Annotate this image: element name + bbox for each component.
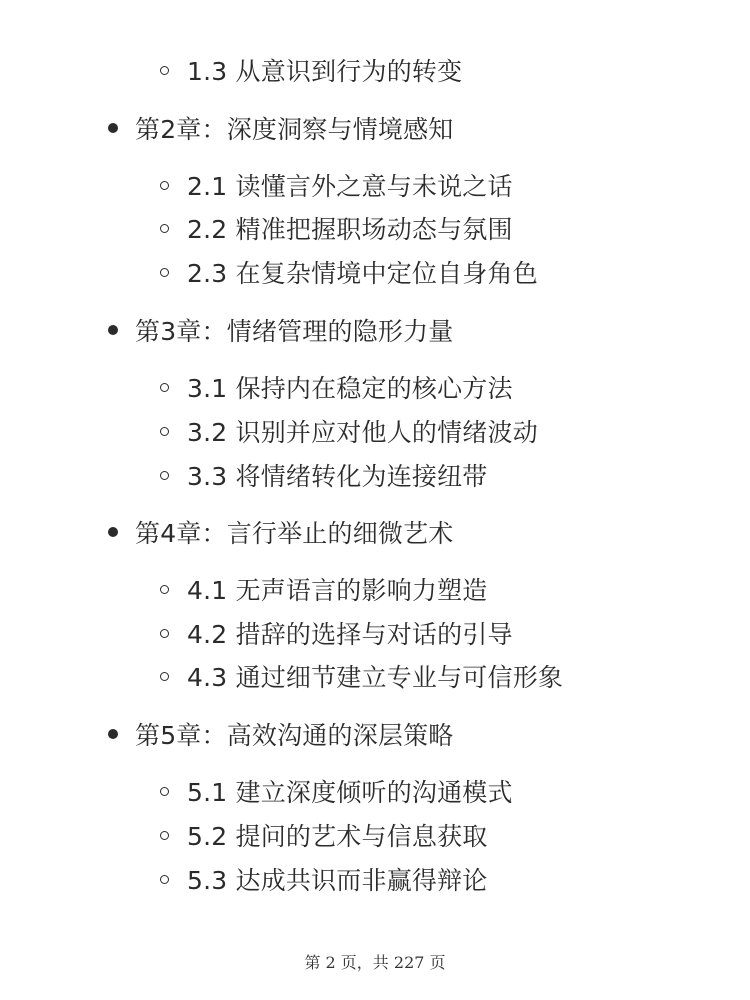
toc-section-5-3 [160,859,488,899]
hollow-bullet-icon [160,268,169,277]
toc-section-label: 4.3 通过细节建立专业与可信形象 [187,663,564,692]
toc-section-2-2 [160,208,513,248]
hollow-bullet-icon [160,672,169,681]
toc-chapter-2 [108,108,454,148]
hollow-bullet-icon [160,831,169,840]
filled-bullet-icon [108,527,118,537]
hollow-bullet-icon [160,383,169,392]
toc-section-4-2 [160,613,513,653]
toc-section-4-1 [160,569,488,609]
toc-chapter-label: 第5章：高效沟通的深层策略 [135,721,454,750]
hollow-bullet-icon [160,181,169,190]
toc-section-2-1 [160,165,513,205]
toc-section-3-3 [160,455,488,495]
toc-section-4-3 [160,656,563,696]
toc-section-label: 5.2 提问的艺术与信息获取 [187,822,488,851]
toc-chapter-3 [108,310,454,350]
toc-section-1-3 [160,50,462,90]
hollow-bullet-icon [160,66,169,75]
toc-section-label: 3.1 保持内在稳定的核心方法 [187,374,513,403]
toc-section-label: 2.2 精准把握职场动态与氛围 [187,215,513,244]
toc-section-label: 2.3 在复杂情境中定位自身角色 [187,259,538,288]
hollow-bullet-icon [160,875,169,884]
filled-bullet-icon [108,729,118,739]
toc-section-5-2 [160,815,488,855]
toc-section-label: 4.1 无声语言的影响力塑造 [187,576,488,605]
toc-section-3-2 [160,411,538,451]
hollow-bullet-icon [160,427,169,436]
toc-section-label: 3.2 识别并应对他人的情绪波动 [187,418,538,447]
toc-section-2-3 [160,252,538,292]
toc-chapter-label: 第2章：深度洞察与情境感知 [135,115,454,144]
hollow-bullet-icon [160,224,169,233]
toc-section-label: 5.3 达成共识而非赢得辩论 [187,866,488,895]
toc-section-label: 3.3 将情绪转化为连接纽带 [187,462,488,491]
toc-chapter-5 [108,714,454,754]
toc-section-label: 2.1 读懂言外之意与未说之话 [187,172,513,201]
toc-section-label: 4.2 措辞的选择与对话的引导 [187,620,513,649]
page-number-footer: 第 2 页，共 227 页 [304,953,446,972]
toc-section-3-1 [160,367,513,407]
filled-bullet-icon [108,123,118,133]
toc-chapter-4 [108,512,454,552]
toc-section-label: 1.3 从意识到行为的转变 [187,57,463,86]
hollow-bullet-icon [160,787,169,796]
filled-bullet-icon [108,325,118,335]
toc-section-5-1 [160,771,513,811]
hollow-bullet-icon [160,629,169,638]
hollow-bullet-icon [160,585,169,594]
hollow-bullet-icon [160,471,169,480]
toc-section-label: 5.1 建立深度倾听的沟通模式 [187,778,513,807]
toc-chapter-label: 第4章：言行举止的细微艺术 [135,519,454,548]
toc-chapter-label: 第3章：情绪管理的隐形力量 [135,317,454,346]
